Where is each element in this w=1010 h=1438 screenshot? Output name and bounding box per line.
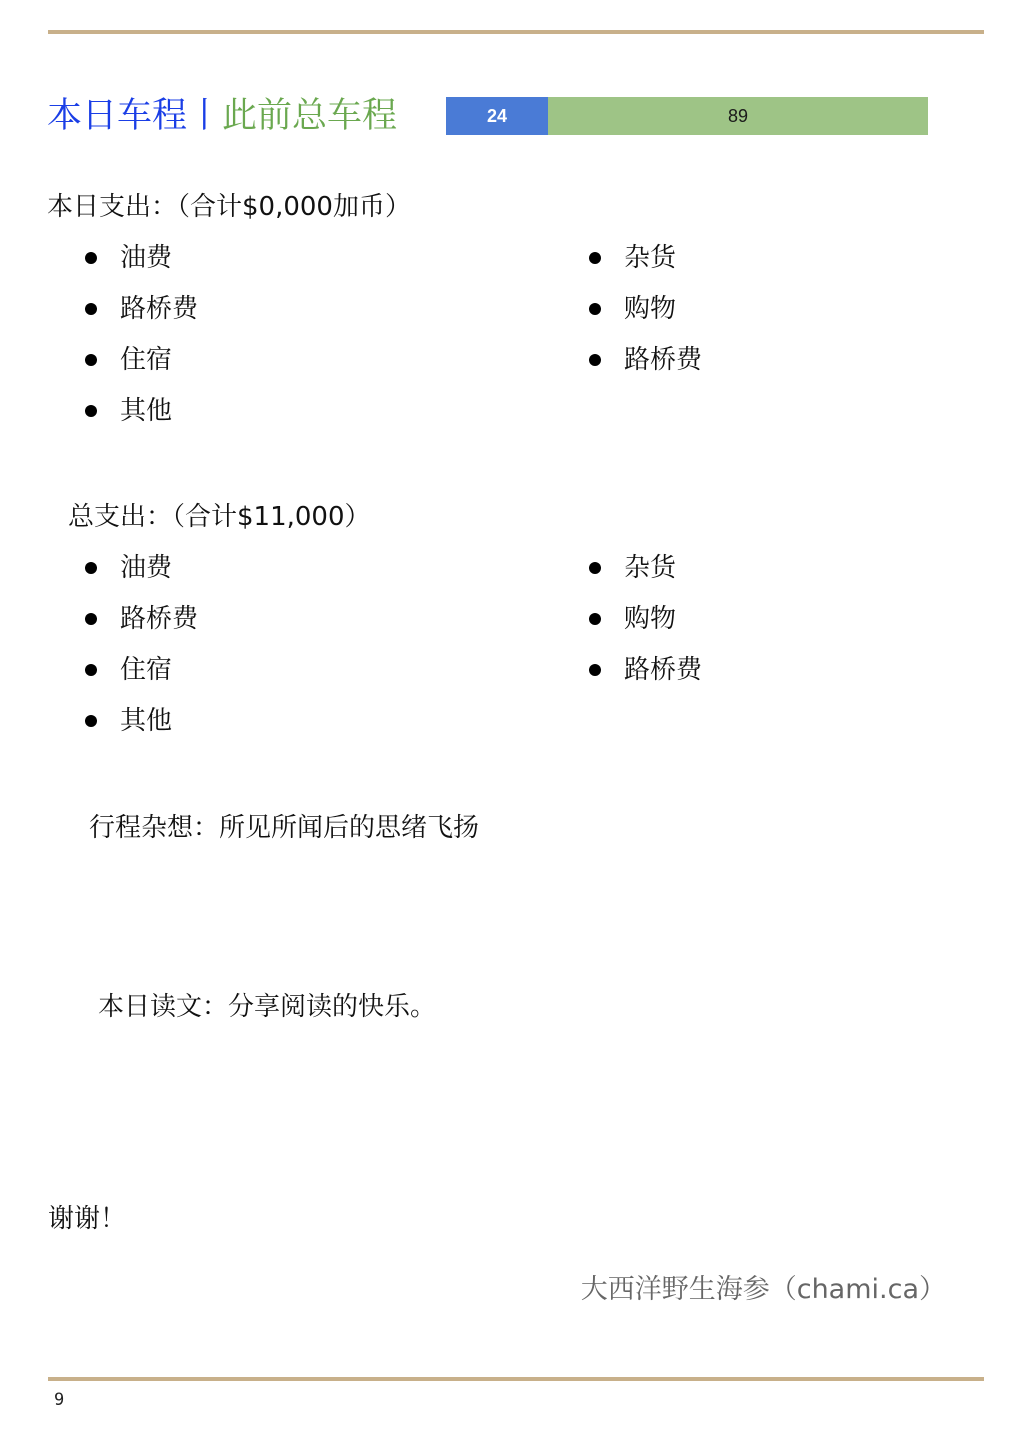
list-item-label: 住宿 <box>120 345 173 375</box>
page-number: 9 <box>54 1390 65 1410</box>
bullet-icon <box>85 252 97 264</box>
list-item-label: 路桥费 <box>624 655 703 685</box>
list-item <box>552 601 702 652</box>
bullet-icon <box>85 715 97 727</box>
bullet-icon <box>85 664 97 676</box>
daily-reading: 本日读文：分享阅读的快乐。 <box>98 992 437 1022</box>
list-item-label: 住宿 <box>120 655 173 685</box>
daily-expenses-left-list <box>48 240 198 444</box>
list-item <box>552 240 702 291</box>
list-item-label: 杂货 <box>624 243 677 273</box>
list-item-label: 其他 <box>120 706 173 736</box>
signature: 大西洋野生海参（chami.ca） <box>580 1274 946 1305</box>
list-item-label: 购物 <box>624 604 677 634</box>
list-item-label: 路桥费 <box>120 294 199 324</box>
page-title <box>47 92 397 140</box>
mileage-today-segment: 24 <box>446 97 548 135</box>
bullet-icon <box>589 613 601 625</box>
list-item <box>48 703 198 754</box>
bottom-rule <box>48 1377 984 1381</box>
bullet-icon <box>85 303 97 315</box>
list-item <box>48 240 198 291</box>
total-expenses-heading: 总支出：（合计$11,000） <box>68 502 371 532</box>
total-expenses-left-list <box>48 550 198 754</box>
list-item <box>552 291 702 342</box>
list-item-label: 购物 <box>624 294 677 324</box>
title-separator: 丨 <box>187 96 223 136</box>
thanks-note: 谢谢！ <box>48 1204 127 1234</box>
list-item <box>552 342 702 393</box>
list-item <box>48 393 198 444</box>
list-item-label: 其他 <box>120 396 173 426</box>
list-item-label: 路桥费 <box>120 604 199 634</box>
list-item <box>552 652 702 703</box>
list-item-label: 路桥费 <box>624 345 703 375</box>
title-total: 此前总车程 <box>222 96 398 136</box>
mileage-prior-segment: 89 <box>548 97 928 135</box>
mileage-bar <box>446 97 928 135</box>
list-item <box>48 601 198 652</box>
list-item <box>48 291 198 342</box>
daily-expenses-heading: 本日支出：（合计$0,000加币） <box>47 192 411 222</box>
list-item-label: 油费 <box>120 243 173 273</box>
bullet-icon <box>589 664 601 676</box>
bullet-icon <box>589 354 601 366</box>
bullet-icon <box>85 562 97 574</box>
bullet-icon <box>589 562 601 574</box>
list-item <box>552 550 702 601</box>
bullet-icon <box>85 405 97 417</box>
bullet-icon <box>85 354 97 366</box>
list-item-label: 油费 <box>120 553 173 583</box>
list-item-label: 杂货 <box>624 553 677 583</box>
list-item <box>48 342 198 393</box>
bullet-icon <box>589 303 601 315</box>
bullet-icon <box>85 613 97 625</box>
list-item <box>48 652 198 703</box>
trip-thoughts: 行程杂想：所见所闻后的思绪飞扬 <box>89 813 480 843</box>
daily-expenses-right-list <box>552 240 702 393</box>
title-today: 本日车程 <box>47 96 188 136</box>
list-item <box>48 550 198 601</box>
top-rule <box>48 30 984 34</box>
total-expenses-right-list <box>552 550 702 703</box>
bullet-icon <box>589 252 601 264</box>
